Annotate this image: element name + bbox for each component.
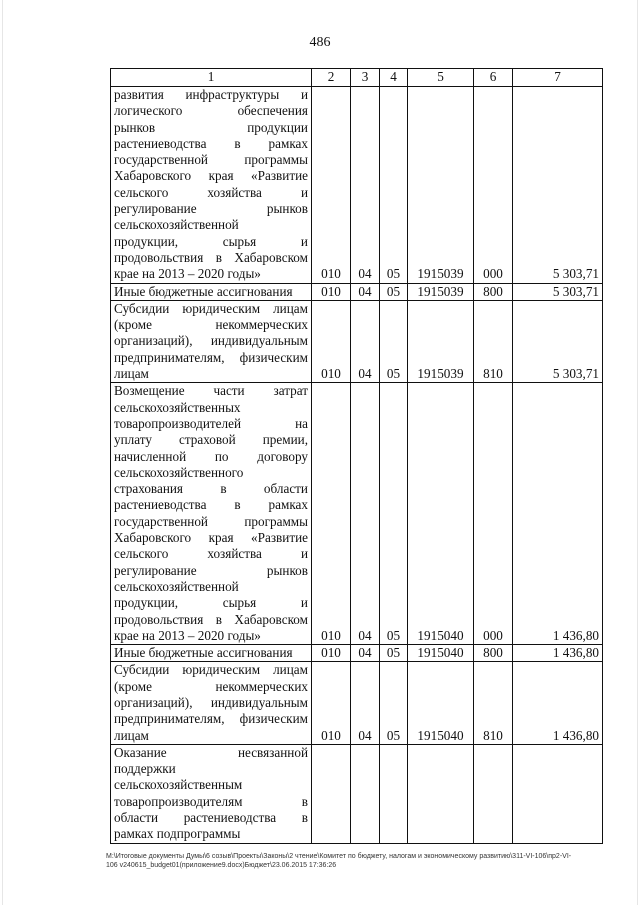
description-line: сельскохозяйственного (114, 464, 244, 480)
row-description (111, 87, 312, 284)
row-description (111, 662, 312, 744)
description-line: сельскохозяйственных (114, 399, 241, 415)
column-header-6: 6 (474, 69, 513, 87)
document-footer (106, 852, 606, 870)
description-line: сельского хозяйства и (114, 546, 308, 562)
ministry-code-cell (312, 744, 351, 843)
table-row (111, 662, 603, 744)
description-line: предпринимателям, физическим (114, 349, 308, 365)
expense-type-cell: 000 (474, 87, 513, 284)
subsection-code-cell: 05 (380, 87, 408, 284)
expense-type-cell (474, 744, 513, 843)
section-code-cell: 04 (351, 87, 380, 284)
column-header-7: 7 (513, 69, 603, 87)
description-line: Оказание несвязанной (114, 744, 308, 760)
subsection-code-cell: 05 (380, 383, 408, 645)
description-line: лицам (114, 366, 149, 382)
column-header-3: 3 (351, 69, 380, 87)
column-header-2: 2 (312, 69, 351, 87)
amount-cell: 5 303,71 (513, 87, 603, 284)
ministry-code-cell: 010 (312, 87, 351, 284)
ministry-code-cell: 010 (312, 383, 351, 645)
budget-table (110, 68, 603, 844)
table-row (111, 283, 603, 300)
scan-edge-left (2, 0, 3, 905)
expense-type-cell: 000 (474, 383, 513, 645)
ministry-code-cell: 010 (312, 645, 351, 662)
description-line: продовольствия в Хабаровском (114, 249, 308, 265)
description-line: Хабаровского края «Развитие (114, 168, 308, 184)
description-line: Возмещение части затрат (114, 383, 308, 399)
table-body (111, 87, 603, 844)
row-description (111, 383, 312, 645)
table-row (111, 383, 603, 645)
section-code-cell: 04 (351, 283, 380, 300)
description-line: предпринимателям, физическим (114, 711, 308, 727)
section-code-cell: 04 (351, 662, 380, 744)
subsection-code-cell: 05 (380, 283, 408, 300)
subsection-code-cell (380, 744, 408, 843)
description-line: уплату страховой премии, (114, 432, 308, 448)
description-line: регулирование рынков (114, 562, 308, 578)
section-code-cell: 04 (351, 300, 380, 382)
description-line: государственной программы (114, 513, 308, 529)
description-line: регулирование рынков (114, 201, 308, 217)
column-header-5: 5 (408, 69, 474, 87)
row-description (111, 300, 312, 382)
ministry-code-cell: 010 (312, 300, 351, 382)
description-line: страхования в области (114, 481, 308, 497)
amount-cell: 5 303,71 (513, 300, 603, 382)
description-line: развития инфраструктуры и (114, 87, 308, 102)
description-line: продукции, сырья и (114, 233, 308, 249)
footer-path-line-1: М:\Итоговые документы Думы\6 созыв\Проекты\Законы\2 чтение\Комитет по бюджету, налогам и экономическому развитию\311-VI-106\пр2-VI- (106, 853, 572, 860)
amount-cell: 1 436,80 (513, 383, 603, 645)
subsection-code-cell: 05 (380, 662, 408, 744)
amount-cell (513, 744, 603, 843)
subsection-code-cell: 05 (380, 300, 408, 382)
amount-cell: 1 436,80 (513, 662, 603, 744)
description-line: сельскохозяйственным (114, 777, 243, 793)
description-line: Субсидии юридическим лицам (114, 662, 308, 678)
description-line: организаций), индивидуальным (114, 694, 308, 710)
row-description (111, 744, 312, 843)
description-line: Хабаровского края «Развитие (114, 530, 308, 546)
target-article-cell: 1915039 (408, 283, 474, 300)
description-line: сельскохозяйственной (114, 217, 239, 233)
ministry-code-cell: 010 (312, 662, 351, 744)
description-line: товаропроизводителям в (114, 793, 308, 809)
column-header-4: 4 (380, 69, 408, 87)
header-row (111, 69, 603, 87)
target-article-cell: 1915040 (408, 383, 474, 645)
expense-type-cell: 810 (474, 662, 513, 744)
description-line: растениеводства в рамках (114, 497, 308, 513)
column-header-1: 1 (111, 69, 312, 87)
description-line: продукции, сырья и (114, 595, 308, 611)
table-row (111, 300, 603, 382)
description-line: государственной программы (114, 152, 308, 168)
description-line: организаций), индивидуальным (114, 333, 308, 349)
row-description (111, 645, 312, 662)
description-line: области растениеводства в (114, 810, 308, 826)
description-line: (кроме некоммерческих (114, 678, 308, 694)
section-code-cell: 04 (351, 645, 380, 662)
ministry-code-cell: 010 (312, 283, 351, 300)
footer-path-line-2: 106 v240615_budget01(приложение9.docx)Бюджет\23.06.2015 17:36:26 (106, 862, 337, 869)
table-row (111, 744, 603, 843)
description-line: рынков продукции (114, 119, 308, 135)
target-article-cell (408, 744, 474, 843)
description-line: крае на 2013 – 2020 годы» (114, 266, 261, 282)
section-code-cell (351, 744, 380, 843)
row-description (111, 283, 312, 300)
description-line: Иные бюджетные ассигнования (114, 283, 293, 299)
description-line: начисленной по договору (114, 448, 308, 464)
subsection-code-cell: 05 (380, 645, 408, 662)
description-line: логического обеспечения (114, 103, 308, 119)
table-row (111, 87, 603, 284)
description-line: Субсидии юридическим лицам (114, 300, 308, 316)
description-line: рамках подпрограммы (114, 826, 241, 842)
target-article-cell: 1915039 (408, 300, 474, 382)
description-line: сельскохозяйственной (114, 578, 239, 594)
expense-type-cell: 800 (474, 283, 513, 300)
description-line: (кроме некоммерческих (114, 317, 308, 333)
target-article-cell: 1915039 (408, 87, 474, 284)
description-line: сельского хозяйства и (114, 184, 308, 200)
amount-cell: 5 303,71 (513, 283, 603, 300)
scan-edge-right (637, 0, 638, 905)
expense-type-cell: 810 (474, 300, 513, 382)
description-line: лицам (114, 727, 149, 743)
description-line: товаропроизводителей на (114, 415, 308, 431)
target-article-cell: 1915040 (408, 662, 474, 744)
table-row (111, 645, 603, 662)
page-number: 486 (309, 35, 331, 50)
section-code-cell: 04 (351, 383, 380, 645)
description-line: крае на 2013 – 2020 годы» (114, 627, 261, 643)
description-line: поддержки (114, 761, 176, 777)
expense-type-cell: 800 (474, 645, 513, 662)
target-article-cell: 1915040 (408, 645, 474, 662)
description-line: растениеводства в рамках (114, 135, 308, 151)
description-line: продовольствия в Хабаровском (114, 611, 308, 627)
description-line: Иные бюджетные ассигнования (114, 645, 293, 661)
amount-cell: 1 436,80 (513, 645, 603, 662)
